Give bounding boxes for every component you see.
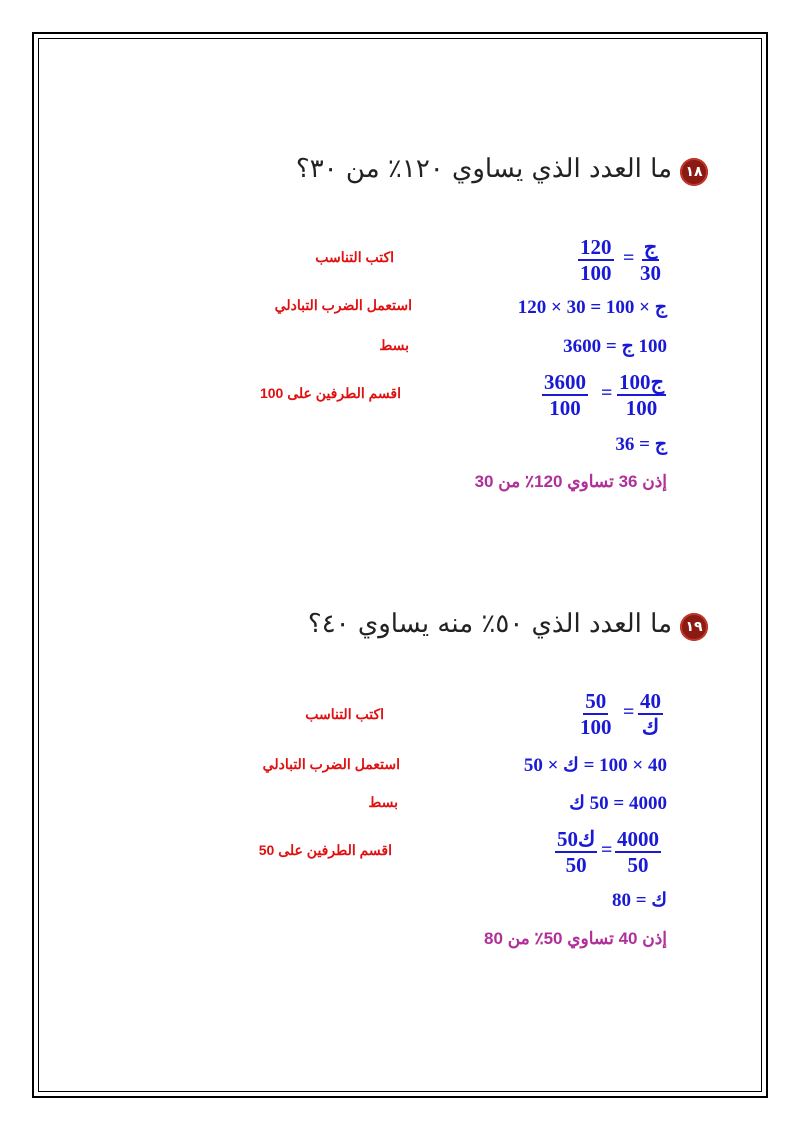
conclusion-text: إذن 40 تساوي 50٪ من 80 [484,929,667,948]
question-title: ما العدد الذي ٥٠٪ منه يساوي ٤٠؟ [307,609,672,639]
fraction-numerator: 3600 [544,370,586,394]
step-note: بسط [368,794,398,810]
fraction [615,827,661,877]
fraction [578,689,614,739]
fraction [617,370,666,420]
fraction-numerator: 100ج [619,370,665,394]
equals-sign: = [623,247,635,269]
equation: 100 ج = 3600 [563,336,667,357]
fraction-numerator: ج [643,235,658,259]
fraction-denominator: 50 [565,853,587,877]
fraction-denominator: 100 [625,396,658,420]
fraction-denominator: 100 [580,715,612,739]
fraction-denominator: 100 [549,396,581,420]
step-note: استعمل الضرب التبادلي [262,756,400,772]
step-note: اكتب التناسب [305,706,384,722]
fraction [638,235,663,285]
step-note: بسط [379,337,409,353]
fraction-numerator: 50ك [557,827,596,851]
conclusion-text: إذن 36 تساوي 120٪ من 30 [474,472,667,491]
step-note: اقسم الطرفين على 50 [258,842,392,858]
step-note: اقسم الطرفين على 100 [259,385,401,401]
equation: ك = 80 [612,890,667,911]
equation: ج × 100 = 30 × 120 [517,297,667,318]
equals-sign: = [601,839,613,861]
equation: ج = 36 [615,434,667,455]
fraction-denominator: ك [641,715,660,739]
fraction-denominator: 50 [627,853,649,877]
fraction [555,827,597,877]
fraction [542,370,588,420]
equals-sign: = [601,382,613,404]
fraction [638,689,663,739]
question-title: ما العدد الذي يساوي ١٢٠٪ من ٣٠؟ [295,154,672,184]
question-number-badge: ١٨ [680,158,708,186]
fraction-numerator: 50 [585,689,607,713]
question-number-badge: ١٩ [680,613,708,641]
fraction-denominator: 100 [580,261,612,285]
fraction-numerator: 4000 [617,827,659,851]
equation: 4000 = 50 ك [569,793,667,814]
equation: 40 × 100 = ك × 50 [523,755,667,776]
fraction-numerator: 40 [640,689,661,713]
equals-sign: = [623,701,635,723]
step-note: استعمل الضرب التبادلي [274,297,412,313]
fraction [578,235,614,285]
fraction-numerator: 120 [580,235,612,259]
fraction-denominator: 30 [640,261,661,285]
step-note: اكتب التناسب [315,249,394,265]
